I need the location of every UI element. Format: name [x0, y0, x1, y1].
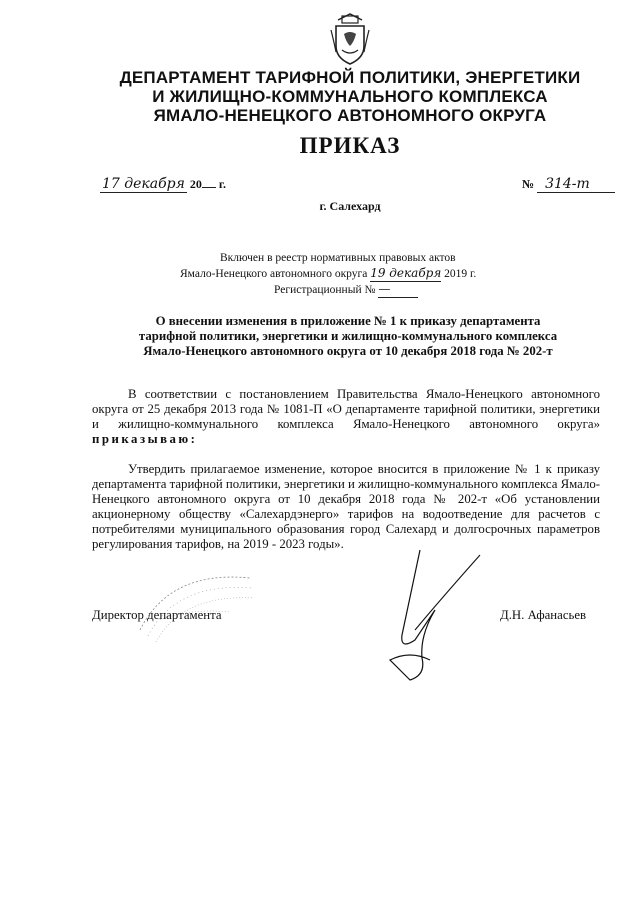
order-verb: приказываю: [92, 432, 198, 446]
department-line-2: И ЖИЛИЩНО-КОММУНАЛЬНОГО КОМПЛЕКСА [152, 87, 548, 106]
order-subject [90, 314, 606, 359]
order-number [522, 176, 615, 193]
city-label: г. Салехард [319, 199, 381, 213]
coat-of-arms-emblem [328, 12, 372, 66]
preamble-paragraph [92, 387, 600, 447]
order-date [100, 176, 226, 193]
registry-year: 2019 г. [444, 268, 477, 280]
subject-line-1: О внесении изменения в приложение № 1 к приказу департамента [155, 314, 541, 328]
registry-number-label: Регистрационный № [274, 284, 376, 296]
registry-line-2 [180, 266, 520, 282]
operative-paragraph: Утвердить прилагаемое изменение, которое вносится в приложение № 1 к приказу департамента тарифной политики, энергетики и жилищно-коммунального комплекса Ямало-Ненецкого автономного округа от 10 декабря 2018 года № 202-т «Об установлении акционерному обществу «Салехардэнерго» тарифов на водоотведение для расчетов с потребителями муниципального образования город Салехард и долгосрочных параметров регулирования тарифов, на 2019 - 2023 годы». [92, 462, 601, 551]
registry-handwritten-date: 19 декабря [370, 266, 442, 280]
handwritten-date: 17 декабря [102, 176, 185, 192]
registry-region: Ямало-Ненецкого автономного округа [180, 268, 368, 280]
date-suffix: г. [218, 177, 227, 191]
handwritten-number: 314-т [537, 176, 615, 193]
department-name [60, 68, 640, 125]
signatory-title: Директор департамента [92, 608, 222, 622]
signatory-name: Д.Н. Афанасьев [500, 608, 587, 622]
date-year-prefix: 20 [189, 177, 202, 191]
subject-line-3: Ямало-Ненецкого автономного округа от 10 декабря 2018 года № 202-т [143, 344, 553, 358]
handwritten-signature [360, 540, 490, 690]
department-line-1: ДЕПАРТАМЕНТ ТАРИФНОЙ ПОЛИТИКИ, ЭНЕРГЕТИКИ [119, 68, 581, 87]
preamble-text: В соответствии с постановлением Правительства Ямало-Ненецкого автономного округа от 25 декабря 2013 года № 1081-П «О департаменте тарифной политики, энергетики и жилищно-коммунального комплекса Ямало-Ненецкого автономного округа» [92, 387, 600, 431]
registry-line-1: Включен в реестр нормативных правовых актов [220, 252, 456, 264]
registry-stamp [180, 251, 520, 298]
department-line-3: ЯМАЛО-НЕНЕЦКОГО АВТОНОМНОГО ОКРУГА [153, 106, 547, 125]
subject-line-2: тарифной политики, энергетики и жилищно-коммунального комплекса [138, 329, 558, 343]
registry-handwritten-number: — [378, 282, 418, 298]
registry-line-3 [180, 282, 520, 298]
number-label: № [522, 177, 535, 191]
document-type-title: ПРИКАЗ [299, 133, 401, 158]
